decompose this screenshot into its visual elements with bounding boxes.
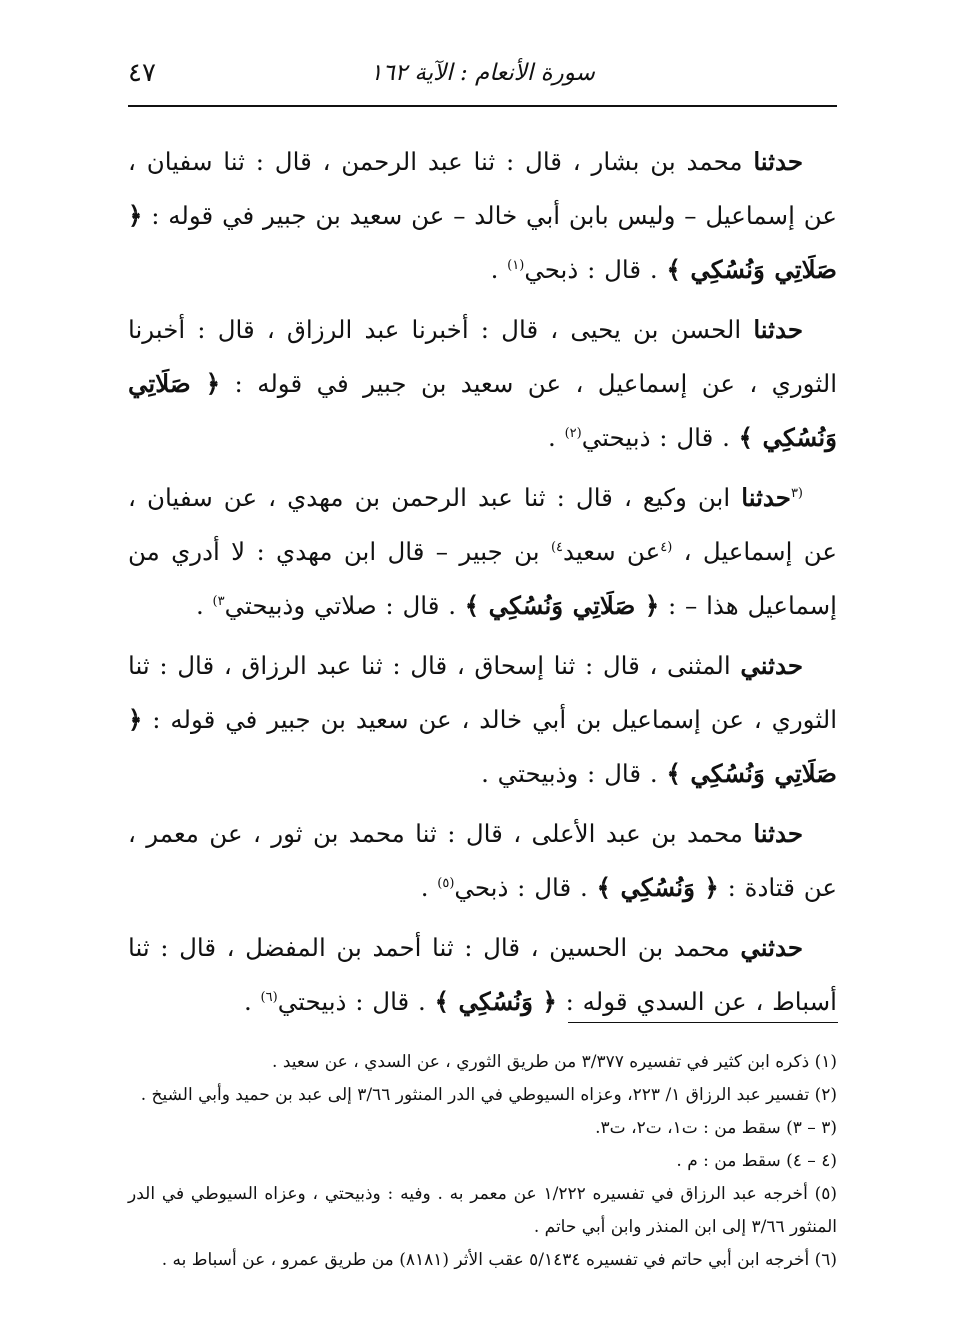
paragraph-text: محمد بن عبد الأعلى ، قال : ثنا محمد بن ثور ، عن معمر ، عن قتادة : [128, 819, 837, 902]
isnad-lead: حدثني [740, 933, 803, 962]
footnote-3: (٣ – ٣) سقط من : ت١، ت٢، ت٣. [595, 1118, 837, 1138]
quran-quote: ﴿ صَلَاتِي وَنُسُكِي ﴾ [128, 369, 837, 452]
footnote-range-end[interactable]: ٣) [212, 593, 225, 609]
footnote-ref[interactable]: (٦) [260, 989, 278, 1005]
footnotes [128, 1046, 837, 1277]
isnad-lead: حدثني [740, 651, 803, 680]
main-text [128, 135, 837, 1035]
footnote-ref[interactable]: (٥) [437, 875, 455, 891]
paragraph-text: . قال : صلاتي وذبيحتي [224, 591, 465, 620]
paragraph-text: . قال : ذبحي [454, 873, 597, 902]
quran-quote: ﴿ وَنُسُكِي ﴾ [434, 987, 557, 1016]
paragraph-text: . قال : ذبحي [524, 255, 667, 284]
page-number: ٤٧ [128, 58, 156, 88]
footnote-2: (٢) تفسير عبد الرزاق ١/ ٢٢٣، وعزاه السيوطي في الدر المنثور ٣/٦٦ إلى عبد بن حميد وأبي الشيخ . [140, 1085, 837, 1105]
paragraph-3 [128, 471, 837, 633]
isnad-lead: حدثنا [753, 147, 803, 176]
paragraph-1 [128, 135, 837, 297]
paragraph-5 [128, 807, 837, 915]
paragraph-text: الحسن بن يحيى ، قال : أخبرنا عبد الرزاق ، قال : أخبرنا الثوري ، عن إسماعيل ، عن سعيد بن جبير في قوله : [128, 315, 837, 398]
quran-quote: ﴿ صَلَاتِي وَنُسُكِي ﴾ [128, 201, 837, 284]
quran-quote: ﴿ صَلَاتِي وَنُسُكِي ﴾ [464, 591, 660, 620]
paragraph-text: . [195, 591, 213, 620]
paragraph-text: بن جبير – قال ابن مهدي : لا أدري من إسماعيل هذا – : [128, 537, 837, 620]
footnote-5: (٥) أخرجه عبد الرزاق في تفسيره ١/٢٢٢ عن معمر به . وفيه : وذبيحتي ، وعزاه السيوطي في الدر المنثور ٣/٦٦ إلى ابن المنذر وابن أبي حاتم . [128, 1184, 838, 1237]
page-header [128, 48, 837, 96]
isnad-lead: حدثنا [741, 483, 791, 512]
footnote-range-start[interactable]: (٤ [660, 539, 673, 555]
footnote-1: (١) ذكره ابن كثير في تفسيره ٣/٣٧٧ من طريق الثوري ، عن السدي ، عن سعيد . [272, 1052, 837, 1072]
paragraph-text: . [243, 987, 261, 1016]
footnote-4: (٤ – ٤) سقط من : م . [676, 1151, 837, 1171]
paragraph-text: ابن وكيع ، قال : ثنا عبد الرحمن بن مهدي ، عن سفيان ، عن إسماعيل ، [128, 483, 837, 566]
footnote-6: (٦) أخرجه ابن أبي حاتم في تفسيره ٥/١٤٣٤ عقب الأثر (٨١٨١) من طريق عمرو ، عن أسباط به . [161, 1250, 837, 1270]
quran-quote: ﴿ وَنُسُكِي ﴾ [596, 873, 719, 902]
footnote-range-end[interactable]: ٤) [550, 539, 563, 555]
paragraph-text: . قال : ذبيحتي [277, 987, 435, 1016]
isnad-lead: حدثنا [753, 315, 803, 344]
isnad-lead: حدثنا [753, 819, 803, 848]
paragraph-4 [128, 639, 837, 801]
paragraph-text: المثنى ، قال : ثنا إسحاق ، قال : ثنا عبد الرزاق ، قال : ثنا الثوري ، عن إسماعيل بن أبي خالد ، عن سعيد بن جبير في قوله : [128, 651, 837, 734]
footnote-divider [568, 1022, 838, 1023]
paragraph-text: . قال : ذبيحتي [581, 423, 739, 452]
paragraph-text: . [490, 255, 508, 284]
paragraph-text: . [548, 423, 565, 452]
paragraph-text: محمد بن بشار ، قال : ثنا عبد الرحمن ، قال : ثنا سفيان ، عن إسماعيل – وليس بابن أبي خالد – عن سعيد بن جبير في قوله : [128, 147, 837, 230]
paragraph-text: . [420, 873, 438, 902]
paragraph-6 [128, 921, 837, 1029]
header-divider [128, 105, 837, 107]
paragraph-text: عن سعيد [563, 537, 661, 566]
paragraph-text: محمد بن الحسين ، قال : ثنا أحمد بن المفضل ، قال : ثنا أسباط ، عن السدي قوله : [128, 933, 837, 1016]
running-title: سورة الأنعام : الآية ١٦٢ [370, 60, 595, 86]
footnote-range-start[interactable]: (٣ [790, 485, 803, 501]
quran-quote: ﴿ صَلَاتِي وَنُسُكِي ﴾ [128, 705, 837, 788]
footnote-ref[interactable]: (٢) [564, 425, 582, 441]
footnote-ref[interactable]: (١) [507, 257, 525, 273]
paragraph-2 [128, 303, 837, 465]
paragraph-text: . قال : وذبيحتي . [481, 759, 667, 788]
